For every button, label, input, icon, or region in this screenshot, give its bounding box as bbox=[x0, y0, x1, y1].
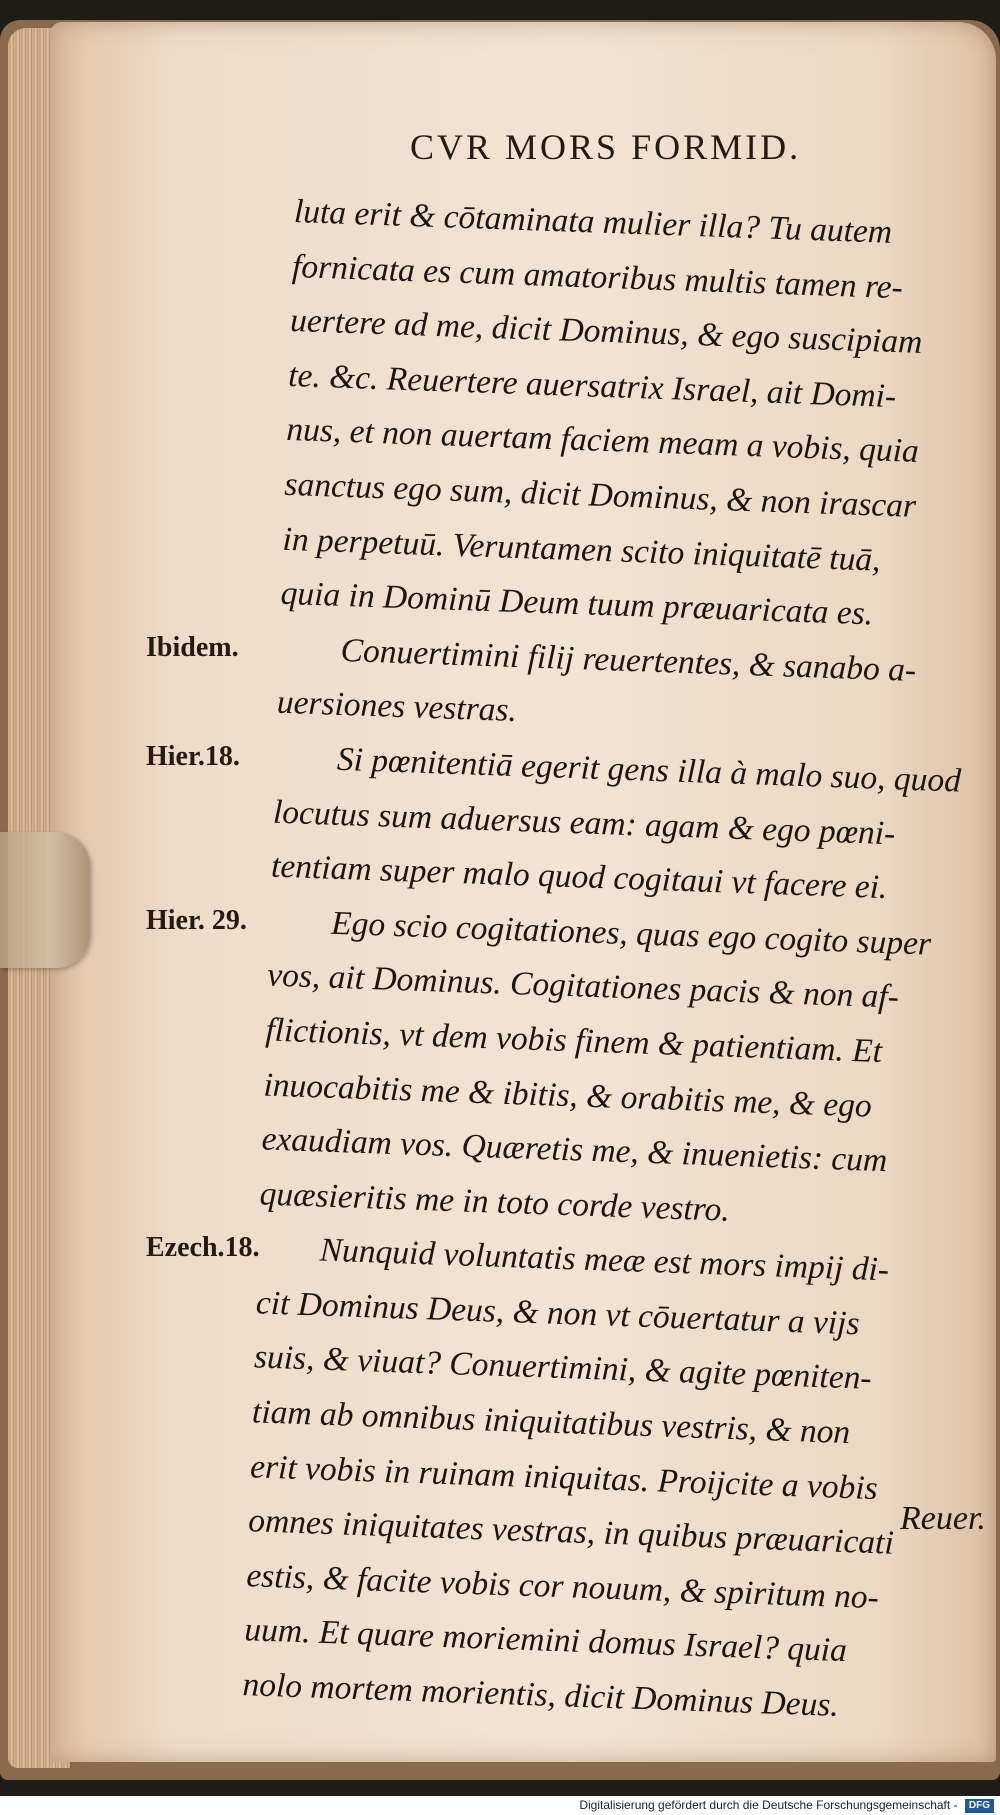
margin-note: Hier. 29. bbox=[146, 904, 247, 936]
text-line: vos, ait Dominus. Cogitationes pacis & non af- bbox=[266, 956, 900, 1016]
text-line: nus, et non auertam faciem meam a vobis, quia bbox=[285, 411, 920, 471]
text-line: nolo mortem morientis, dicit Dominus Deus. bbox=[241, 1666, 840, 1724]
running-head: CVR MORS FORMID. bbox=[410, 127, 802, 167]
text-line: Si pœnitentiā egerit gens illa à malo suo, quod bbox=[336, 740, 962, 800]
text-line: inuocabitis me & ibitis, & orabitis me, & ego bbox=[262, 1065, 873, 1125]
text-line: quæsieritis me in toto corde vestro. bbox=[259, 1175, 731, 1229]
text-line: erit vobis in ruinam iniquitas. Proijcite a vobis bbox=[249, 1447, 879, 1507]
text-line: cit Dominus Deus, & non vt cōuertatur a vijs bbox=[255, 1284, 861, 1343]
text-line: uum. Et quare moriemini domus Israel? quia bbox=[243, 1611, 848, 1670]
text-line: uertere ad me, dicit Dominus, & ego suscipiam bbox=[289, 302, 923, 362]
text-line: fornicata es cum amatoribus multis tamen re- bbox=[291, 247, 904, 306]
text-line: omnes iniquitates vestras, in quibus præuaricati bbox=[247, 1502, 895, 1562]
text-line: in perpetuū. Veruntamen scito iniquitatē tuā, bbox=[281, 520, 882, 579]
text-line: tiam ab omnibus iniquitatibus vestris, & non bbox=[251, 1393, 851, 1452]
catchword: Reuer. bbox=[900, 1500, 986, 1537]
footer-bar bbox=[0, 1796, 1000, 1815]
text-line: Conuertimini filij reuertentes, & sanabo a- bbox=[340, 631, 917, 689]
text-line: locutus sum aduersus eam: agam & ego pœni- bbox=[272, 793, 896, 852]
margin-note: Hier.18. bbox=[146, 741, 240, 772]
text-line: Ego scio cogitationes, quas ego cogito super bbox=[330, 904, 932, 963]
text-line: uersiones vestras. bbox=[276, 684, 518, 730]
text-line: suis, & viuat? Conuertimini, & agite pœniten- bbox=[253, 1338, 873, 1398]
footer-credit: Digitalisierung gefördert durch die Deutsche Forschungsgemeinschaft - bbox=[579, 1798, 958, 1812]
clasp-tab bbox=[0, 832, 90, 968]
text-line: estis, & facite vobis cor nouum, & spiritum no- bbox=[245, 1557, 880, 1617]
text-line: Nunquid voluntatis meæ est mors impij di- bbox=[319, 1231, 890, 1289]
text-line: quia in Dominū Deum tuum præuaricata es. bbox=[280, 574, 874, 633]
text-line: te. &c. Reuertere auersatrix Israel, ait Domi- bbox=[287, 356, 897, 415]
text-line: flictionis, vt dem vobis finem & patientiam. Et bbox=[264, 1011, 883, 1070]
text-line: exaudiam vos. Quæretis me, & inuenietis: cum bbox=[261, 1120, 888, 1180]
margin-note: Ezech.18. bbox=[146, 1232, 260, 1264]
margin-note: Ibidem. bbox=[146, 631, 239, 663]
body-text bbox=[242, 185, 985, 1737]
text-line: luta erit & cōtaminata mulier illa? Tu autem bbox=[293, 192, 893, 251]
text-line: sanctus ego sum, dicit Dominus, & non irascar bbox=[283, 465, 917, 525]
dfg-logo-icon: DFG bbox=[965, 1799, 994, 1813]
text-line: tentiam super malo quod cogitaui vt facere ei. bbox=[270, 847, 889, 907]
